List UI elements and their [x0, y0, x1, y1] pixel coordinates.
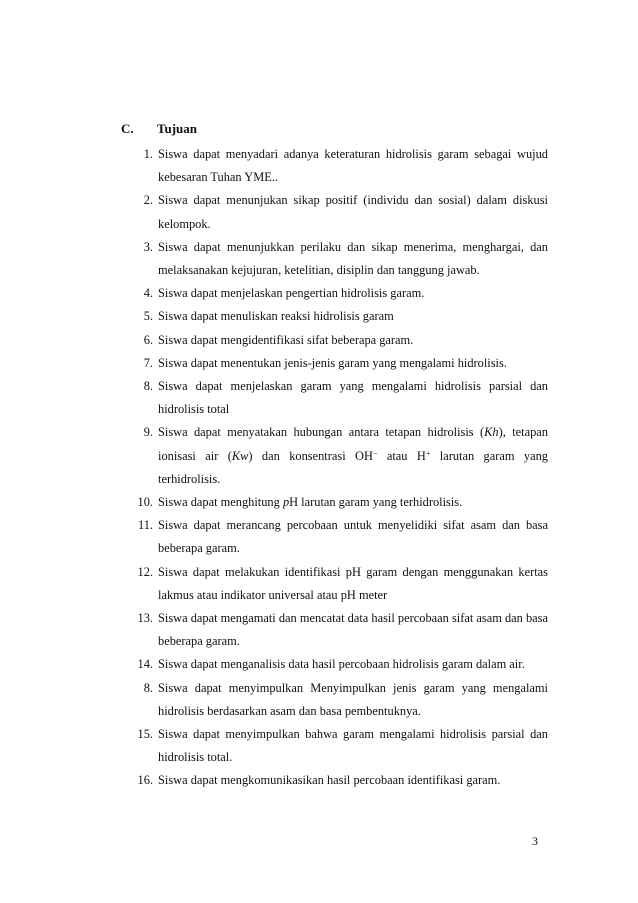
item-text-part: Siswa dapat menghitung	[158, 495, 283, 510]
p-symbol: p	[282, 495, 290, 510]
item-text: Siswa dapat menyimpulkan bahwa garam mengalami hidrolisis parsial dan hidrolisis total.	[158, 727, 548, 765]
item-number: 11.	[137, 518, 153, 533]
item-number: 8.	[143, 680, 153, 695]
list-item	[0, 143, 548, 189]
item-text	[158, 421, 548, 491]
kh-symbol: Kh	[484, 425, 499, 440]
item-number: 7.	[143, 355, 153, 370]
item-text	[158, 491, 548, 514]
section-letter: C.	[121, 121, 134, 136]
kw-symbol: Kw	[231, 448, 249, 463]
item-text: Siswa dapat menunjukan sikap positif (individu dan sosial) dalam diskusi kelompok.	[158, 193, 548, 231]
item-number: 3.	[143, 239, 153, 254]
list-item	[0, 236, 548, 282]
item-text: Siswa dapat menganalisis data hasil percobaan hidrolisis garam dalam air.	[158, 657, 525, 672]
item-number: 16.	[137, 773, 153, 788]
item-number: 2.	[143, 193, 153, 208]
item-number: 10.	[137, 495, 153, 510]
item-text: Siswa dapat mengidentifikasi sifat beberapa garam.	[158, 332, 414, 347]
item-text: Siswa dapat menuliskan reaksi hidrolisis garam	[158, 309, 394, 324]
h-superscript: +	[425, 448, 431, 458]
item-number: 12.	[137, 564, 153, 579]
item-text-part: larutan garam yang terhidrolisis.	[158, 448, 548, 486]
list-item	[0, 282, 548, 305]
item-text: Siswa dapat melakukan identifikasi pH garam dengan menggunakan kertas lakmus atau indikator universal atau pH meter	[158, 564, 548, 602]
item-text-part: ), tetapan ionisasi air (	[158, 425, 548, 463]
list-item	[0, 421, 548, 491]
list-item	[0, 514, 548, 560]
item-number: 8.	[143, 379, 153, 394]
item-text-part: H larutan garam yang terhidrolisis.	[289, 495, 463, 510]
item-text-part: atau H	[377, 448, 426, 463]
list-item	[0, 769, 548, 792]
list-item	[0, 375, 548, 421]
list-item	[0, 491, 548, 514]
item-number: 15.	[137, 727, 153, 742]
section-heading	[121, 121, 197, 137]
item-text: Siswa dapat menjelaskan pengertian hidrolisis garam.	[158, 286, 425, 301]
item-text: Siswa dapat menyimpulkan Menyimpulkan jenis garam yang mengalami hidrolisis berdasarkan asam dan basa pembentuknya.	[158, 680, 548, 718]
list-item	[0, 305, 548, 328]
item-text: Siswa dapat menunjukkan perilaku dan sikap menerima, menghargai, dan melaksanakan kejujuran, ketelitian, disiplin dan tanggung jawab.	[158, 239, 548, 278]
item-number: 4.	[143, 286, 153, 301]
list-item	[0, 607, 548, 653]
item-text: Siswa dapat merancang percobaan untuk menyelidiki sifat asam dan basa beberapa garam.	[158, 518, 548, 556]
list-item	[0, 329, 548, 352]
item-number: 5.	[143, 309, 153, 324]
list-item	[0, 189, 548, 235]
list-item	[0, 352, 548, 375]
list-item	[0, 723, 548, 769]
item-number: 13.	[137, 611, 153, 626]
item-number: 6.	[143, 332, 153, 347]
list-item	[0, 561, 548, 607]
list-item	[0, 677, 548, 723]
item-text-part: Siswa dapat menyatakan hubungan antara tetapan hidrolisis (	[158, 425, 485, 440]
item-text: Siswa dapat menentukan jenis-jenis garam yang mengalami hidrolisis.	[158, 355, 507, 370]
list-item	[0, 653, 548, 676]
section-title: Tujuan	[157, 121, 197, 136]
oh-superscript: −	[372, 448, 378, 458]
item-text: Siswa dapat mengamati dan mencatat data hasil percobaan sifat asam dan basa beberapa garam.	[158, 611, 548, 649]
page-number: 3	[532, 834, 538, 848]
item-number: 14.	[137, 657, 153, 672]
objectives-list	[0, 143, 638, 793]
item-text: Siswa dapat menyadari adanya keteraturan hidrolisis garam sebagai wujud kebesaran Tuhan YME..	[158, 147, 548, 185]
item-text: Siswa dapat menjelaskan garam yang mengalami hidrolisis parsial dan hidrolisis total	[158, 379, 548, 417]
item-number: 1.	[143, 147, 153, 161]
item-text: Siswa dapat mengkomunikasikan hasil percobaan identifikasi garam.	[158, 773, 501, 788]
item-number: 9.	[143, 425, 153, 440]
item-text-part: ) dan konsentrasi OH	[248, 448, 373, 463]
